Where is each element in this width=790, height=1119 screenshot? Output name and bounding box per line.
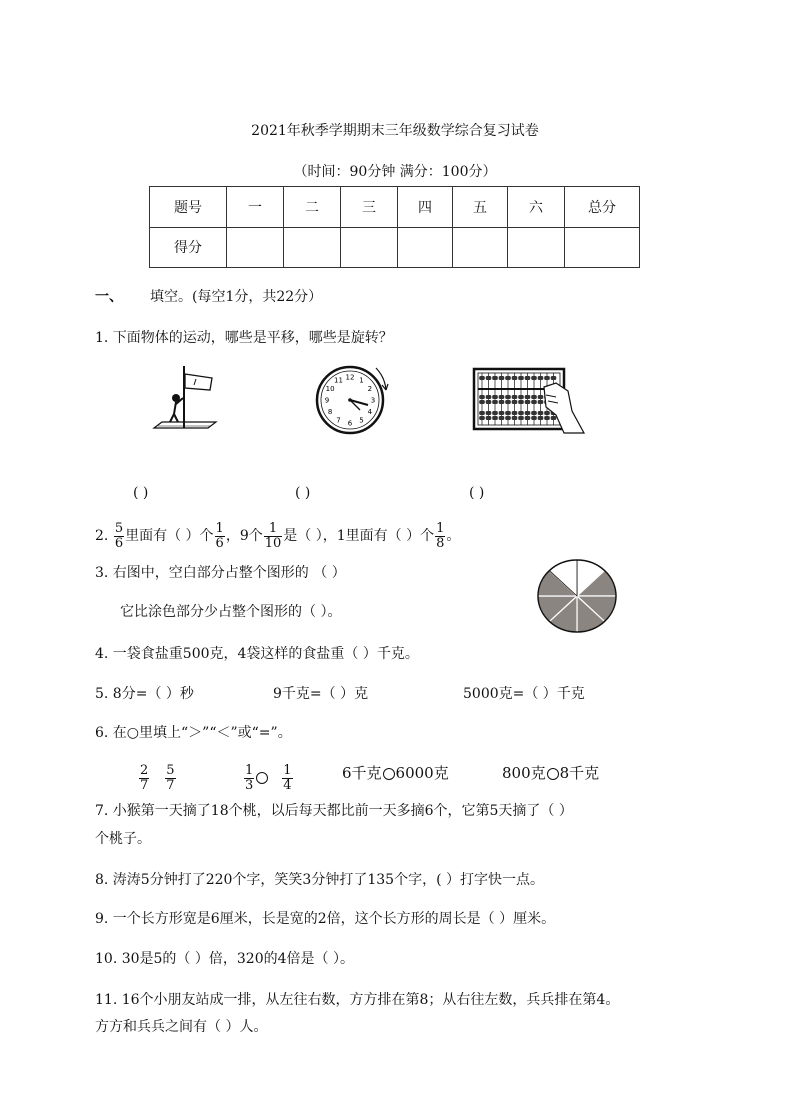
question-11-line-2: 方方和兵兵之间有（ ）人。 <box>95 1019 268 1035</box>
question-9: 9. 一个长方形宽是6厘米，长是宽的2倍，这个长方形的周长是（ ）厘米。 <box>95 911 556 927</box>
q1-answer-blank-flag[interactable]: ( ) <box>133 485 149 501</box>
question-10: 10. 30是5的（ ）倍，320的4倍是（ ）。 <box>95 951 354 967</box>
score-header-cell: 四 <box>398 187 453 228</box>
abacus-bead <box>486 376 492 380</box>
abacus-bead <box>551 376 557 380</box>
abacus-bead <box>505 400 511 404</box>
clock-digit: 10 <box>325 385 335 393</box>
flag <box>185 374 212 390</box>
abacus-bead <box>525 416 531 420</box>
abacus-bead <box>499 416 505 420</box>
abacus-bead <box>512 376 518 380</box>
abacus-bead <box>499 376 505 380</box>
abacus-bead <box>518 416 524 420</box>
score-table <box>149 186 640 268</box>
score-table-score-row <box>150 227 640 268</box>
fraction: $\frac{1}{10}$ <box>264 521 282 551</box>
abacus-bead <box>492 416 498 420</box>
abacus-bead <box>499 395 505 399</box>
question-2: 2. $\frac{5}{6}$ 里面有（ ）个 $\frac{1}{6}$ ，9个 $\frac{1}{10}$ 是（ ），1里面有（ ）个 $\frac{1}{8}$ 。 <box>95 521 461 551</box>
compare-circle[interactable] <box>547 768 559 780</box>
question-7-line-1: 7. 小猴第一天摘了18个桃，以后每天都比前一天多摘6个，它第5天摘了（ ） <box>95 803 573 819</box>
score-header-cell: 五 <box>453 187 508 228</box>
clock-digit: 9 <box>324 396 330 405</box>
score-cell[interactable] <box>341 227 398 268</box>
fraction: $\frac{2}{7}$ <box>140 763 149 793</box>
abacus-bead <box>492 395 498 399</box>
score-row-label: 得分 <box>150 227 227 268</box>
abacus-bead <box>525 376 531 380</box>
abacus-bead <box>518 395 524 399</box>
compare-pair-3: 6千克 6000克 <box>342 764 449 782</box>
clock-digit: 2 <box>367 385 373 393</box>
compare-pair-1 <box>138 764 177 792</box>
abacus-bead <box>486 411 492 415</box>
score-cell[interactable] <box>284 227 341 268</box>
abacus-bead <box>505 411 511 415</box>
abacus-bead <box>531 395 537 399</box>
abacus-bead <box>544 411 550 415</box>
abacus-bead <box>492 400 498 404</box>
abacus-bead <box>544 416 550 420</box>
abacus-bead <box>538 411 544 415</box>
clock-digit: 5 <box>359 416 364 425</box>
abacus-bead <box>531 376 537 380</box>
section-title: 填空。(每空1分，共22分） <box>150 289 323 305</box>
score-cell[interactable] <box>227 227 284 268</box>
abacus-picture <box>472 367 587 435</box>
abacus-bead <box>518 411 524 415</box>
abacus-bead <box>512 416 518 420</box>
abacus-bead <box>492 376 498 380</box>
abacus-bead <box>479 376 485 380</box>
section-number: 一、 <box>95 289 123 305</box>
abacus-bead <box>499 400 505 404</box>
abacus-bead <box>518 400 524 404</box>
abacus-bead <box>538 400 544 404</box>
compare-circle[interactable] <box>383 768 395 780</box>
compare-pair-4: 800克 8千克 <box>502 764 600 782</box>
clock-digit: 1 <box>359 376 364 385</box>
abacus-bead <box>512 400 518 404</box>
compare-pair-2 <box>243 764 294 792</box>
score-header-cell: 一 <box>227 187 284 228</box>
fraction: $\frac{5}{6}$ <box>114 521 124 551</box>
score-cell[interactable] <box>453 227 508 268</box>
clock-digit: 12 <box>345 373 355 382</box>
score-header-cell: 六 <box>508 187 565 228</box>
abacus-bead <box>486 395 492 399</box>
question-11-line-1: 11. 16个小朋友站成一排，从左往右数，方方排在第8；从右往左数，兵兵排在第4。 <box>95 992 620 1008</box>
abacus-bead <box>531 411 537 415</box>
score-table-header-row <box>150 187 640 228</box>
clock-picture <box>310 360 390 440</box>
score-header-cell: 三 <box>341 187 398 228</box>
abacus-bead <box>512 411 518 415</box>
abacus-bead <box>551 416 557 420</box>
abacus-bead <box>505 395 511 399</box>
score-cell[interactable] <box>398 227 453 268</box>
fraction: $\frac{1}{4}$ <box>283 763 292 793</box>
abacus-bead <box>531 416 537 420</box>
question-5c: 5000克=（ ）千克 <box>463 686 585 702</box>
abacus-bead <box>479 400 485 404</box>
abacus-bead <box>505 416 511 420</box>
score-cell[interactable] <box>565 227 640 268</box>
circle-sectors <box>538 560 616 632</box>
abacus-bead <box>525 400 531 404</box>
abacus-bead <box>499 411 505 415</box>
abacus-bead <box>486 416 492 420</box>
clock-digit: 6 <box>347 419 353 428</box>
score-header-cell: 题号 <box>150 187 227 228</box>
clock-digit: 7 <box>336 416 341 425</box>
fraction: $\frac{1}{6}$ <box>215 521 224 551</box>
abacus-bead <box>531 400 537 404</box>
abacus-bead <box>538 395 544 399</box>
abacus-bead <box>505 376 511 380</box>
shaded-circle-figure <box>535 557 619 635</box>
score-cell[interactable] <box>508 227 565 268</box>
fraction: $\frac{5}{7}$ <box>166 763 175 793</box>
q1-answer-blank-abacus[interactable]: ( ) <box>469 485 485 501</box>
question-1: 1. 下面物体的运动，哪些是平移，哪些是旋转？ <box>95 330 393 346</box>
abacus-bead <box>525 395 531 399</box>
score-header-cell: 二 <box>284 187 341 228</box>
page-subtitle: （时间：90分钟 满分：100分） <box>293 164 497 180</box>
abacus-bead <box>492 411 498 415</box>
question-5a: 5. 8分=（ ）秒 <box>95 686 194 702</box>
abacus-bead <box>479 395 485 399</box>
clock-digit: 11 <box>334 376 343 385</box>
question-3-line-2: 它比涂色部分少占整个图形的（ ）。 <box>120 604 342 620</box>
clock-digit: 3 <box>370 396 376 405</box>
abacus-bead <box>479 416 485 420</box>
abacus-bead <box>512 395 518 399</box>
compare-circle[interactable] <box>256 772 268 784</box>
page-title: 2021年秋季学期期末三年级数学综合复习试卷 <box>251 123 539 139</box>
abacus-bead <box>538 416 544 420</box>
question-5b: 9千克=（ ）克 <box>273 686 369 702</box>
question-4: 4. 一袋食盐重500克，4袋这样的食盐重（ ）千克。 <box>95 646 419 662</box>
fraction: $\frac{1}{3}$ <box>245 763 254 793</box>
score-header-cell: 总分 <box>565 187 640 228</box>
flag-raising-picture <box>150 362 240 434</box>
question-3-line-1: 3. 右图中，空白部分占整个图形的 （ ） <box>95 565 346 581</box>
abacus-bead <box>525 411 531 415</box>
abacus-bead <box>544 376 550 380</box>
abacus-bead <box>486 400 492 404</box>
question-7-line-2: 个桃子。 <box>95 831 151 847</box>
q1-answer-blank-clock[interactable]: ( ) <box>295 485 311 501</box>
abacus-bead <box>538 376 544 380</box>
abacus-bead <box>479 411 485 415</box>
fraction: $\frac{1}{8}$ <box>436 521 445 551</box>
abacus-bead <box>518 376 524 380</box>
question-6: 6. 在○里填上“＞”“＜”或“=”。 <box>95 725 292 741</box>
clock-digit: 4 <box>367 408 373 416</box>
clock-digit: 8 <box>327 408 333 416</box>
question-8: 8. 涛涛5分钟打了220个字，笑笑3分钟打了135个字，( ）打字快一点。 <box>95 872 544 888</box>
